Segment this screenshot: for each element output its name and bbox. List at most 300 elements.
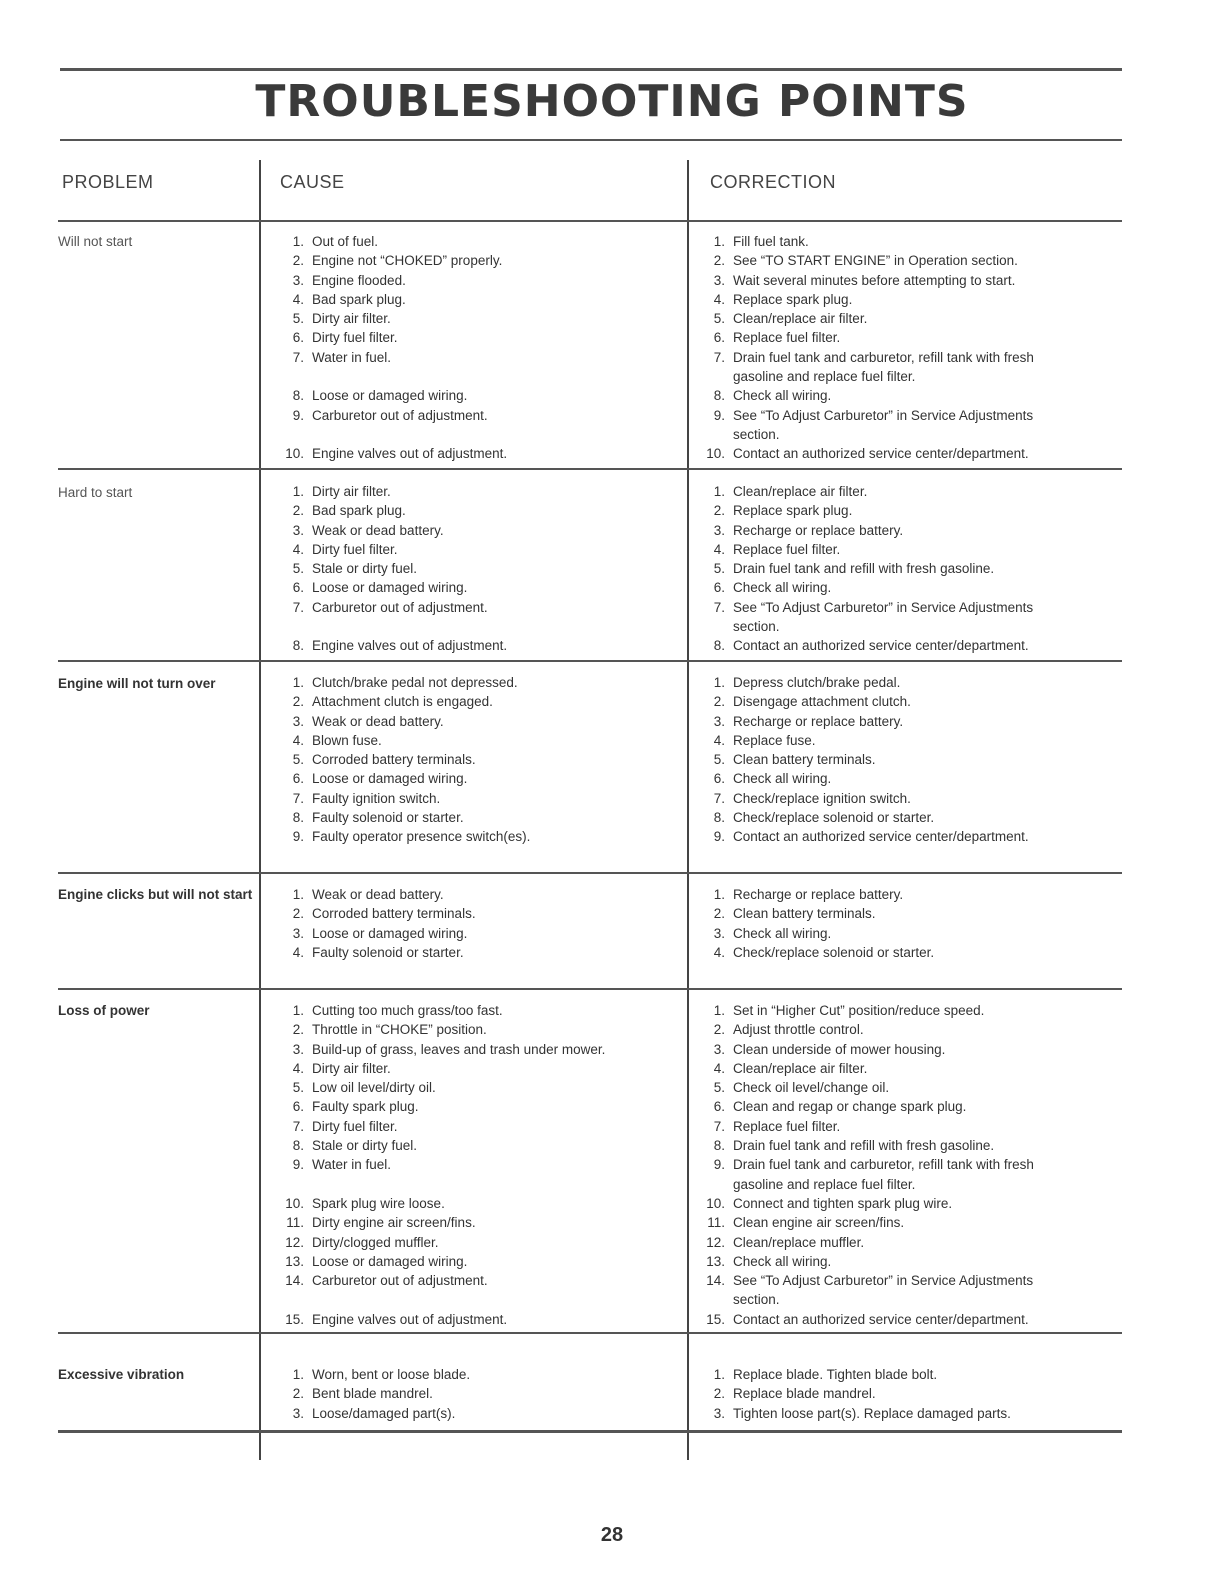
correction-list: [703, 482, 1033, 656]
list-item: [703, 540, 1033, 559]
item-number: 6.: [292, 771, 304, 787]
item-text: Check all wiring.: [733, 388, 832, 404]
list-item: [282, 251, 507, 270]
item-number: 6.: [713, 330, 725, 346]
list-item: [282, 636, 507, 655]
item-number: 4.: [292, 944, 304, 960]
list-item: [703, 1233, 1034, 1252]
list-item: [282, 789, 530, 808]
item-text: Check all wiring.: [733, 925, 832, 941]
item-number: 13.: [706, 1253, 725, 1269]
list-item: [282, 1365, 470, 1384]
item-number: 8.: [713, 638, 725, 654]
item-text: Contact an authorized service center/department.: [733, 446, 1029, 462]
item-text: Check/replace ignition switch.: [733, 790, 911, 806]
item-text: See “To Adjust Carburetor” in Service Adjustments: [733, 1273, 1034, 1289]
item-number: 15.: [706, 1311, 725, 1327]
list-item: [703, 769, 1029, 788]
list-item: [282, 425, 507, 444]
item-text: Check/replace solenoid or starter.: [733, 944, 935, 960]
list-item: [282, 731, 530, 750]
item-number: 3.: [713, 522, 725, 538]
list-item: [703, 309, 1034, 328]
item-text: Contact an authorized service center/department.: [733, 638, 1029, 654]
item-text: Loose or damaged wiring.: [312, 1253, 468, 1269]
list-item: [282, 1194, 605, 1213]
list-item: [282, 309, 507, 328]
list-item: [282, 598, 507, 617]
list-item: [282, 521, 507, 540]
list-item: [282, 406, 507, 425]
item-number: 1.: [713, 675, 725, 690]
item-number: 11.: [286, 1215, 304, 1231]
item-text: Water in fuel.: [312, 1157, 392, 1173]
item-number: 2.: [292, 906, 304, 922]
item-text: Clean/replace air filter.: [733, 484, 868, 499]
page-title: TROUBLESHOOTING POINTS: [255, 76, 969, 127]
list-item: [703, 1175, 1034, 1194]
item-number: 7.: [713, 349, 725, 365]
item-text: Connect and tighten spark plug wire.: [733, 1195, 953, 1211]
list-item: [282, 885, 476, 904]
item-text: Drain fuel tank and carburetor, refill tank with fresh: [733, 349, 1034, 365]
item-text: Recharge or replace battery.: [733, 713, 904, 729]
item-number: 3.: [713, 925, 725, 941]
item-number: 5.: [292, 752, 304, 768]
item-text: Attachment clutch is engaged.: [312, 694, 493, 710]
column-divider-left: [259, 160, 261, 1460]
item-text: See “To Adjust Carburetor” in Service Adjustments: [733, 599, 1034, 615]
item-text: Clean engine air screen/fins.: [733, 1215, 905, 1231]
problem-label: Loss of power: [58, 1003, 150, 1018]
item-text: Faulty spark plug.: [312, 1099, 419, 1115]
item-text: Clean underside of mower housing.: [733, 1041, 946, 1057]
list-item: [703, 1365, 1011, 1384]
item-number: 1.: [713, 234, 725, 249]
item-text: Wait several minutes before attempting to start.: [733, 272, 1016, 288]
correction-list: [703, 232, 1034, 464]
item-text: Dirty fuel filter.: [312, 330, 398, 346]
list-item: [703, 1001, 1034, 1020]
item-number: 8.: [713, 388, 725, 404]
list-item: [703, 598, 1033, 617]
list-item: [282, 617, 507, 636]
item-number: 3.: [292, 1041, 304, 1057]
cause-list: [282, 232, 507, 464]
list-item: [282, 1117, 605, 1136]
item-number: 1.: [292, 1003, 304, 1018]
item-number: 3.: [292, 522, 304, 538]
list-item: [703, 348, 1034, 367]
list-item: [282, 904, 476, 923]
header-correction: CORRECTION: [710, 172, 836, 192]
item-text: Replace spark plug.: [733, 291, 853, 307]
item-text: Loose/damaged part(s).: [312, 1405, 456, 1421]
cause-list: [282, 1001, 605, 1329]
item-number: 9.: [292, 829, 304, 845]
item-text: Clean/replace air filter.: [733, 1060, 868, 1076]
list-item: [703, 1384, 1011, 1403]
list-item: [703, 617, 1033, 636]
bottom-rule: [58, 1430, 1122, 1433]
item-text: Recharge or replace battery.: [733, 887, 904, 902]
list-item: [282, 673, 530, 692]
list-item: [703, 1252, 1034, 1271]
problem-label: Hard to start: [58, 485, 133, 500]
list-item: [703, 692, 1029, 711]
item-number: 9.: [713, 1157, 725, 1173]
item-number: 6.: [292, 1099, 304, 1115]
correction-list: [703, 673, 1029, 847]
item-text: section.: [733, 619, 780, 635]
item-number: 4.: [292, 541, 304, 557]
list-item: [703, 1310, 1034, 1329]
item-text: Replace fuel filter.: [733, 541, 841, 557]
list-item: [703, 1097, 1034, 1116]
item-text: Replace blade mandrel.: [733, 1386, 876, 1402]
cause-list: [282, 482, 507, 656]
list-item: [282, 692, 530, 711]
list-item: [703, 1213, 1034, 1232]
header-cause: CAUSE: [280, 172, 345, 192]
item-text: Replace fuel filter.: [733, 330, 841, 346]
item-number: 1.: [713, 1003, 725, 1018]
problem-label: Will not start: [58, 234, 133, 249]
list-item: [703, 367, 1034, 386]
list-item: [282, 808, 530, 827]
list-item: [282, 348, 507, 367]
item-text: Throttle in “CHOKE” position.: [312, 1022, 487, 1038]
title-rule: [60, 139, 1122, 141]
item-number: 8.: [292, 810, 304, 826]
item-number: 8.: [713, 1138, 725, 1154]
list-item: [282, 482, 507, 501]
item-number: 5.: [713, 1080, 725, 1096]
list-item: [282, 1155, 605, 1174]
problem-label: Excessive vibration: [58, 1367, 185, 1382]
section-rule: [58, 468, 1122, 470]
cause-list: [282, 1365, 470, 1423]
list-item: [703, 521, 1033, 540]
item-text: Carburetor out of adjustment.: [312, 1273, 488, 1289]
list-item: [282, 1310, 605, 1329]
section-rule: [58, 1332, 1122, 1334]
list-item: [703, 559, 1033, 578]
item-number: 7.: [292, 790, 304, 806]
item-text: Replace blade. Tighten blade bolt.: [733, 1367, 938, 1382]
list-item: [703, 924, 934, 943]
item-number: 12.: [285, 1234, 304, 1250]
item-text: Spark plug wire loose.: [312, 1195, 445, 1211]
item-text: Dirty fuel filter.: [312, 541, 398, 557]
list-item: [703, 1194, 1034, 1213]
item-number: 10.: [706, 1195, 725, 1211]
list-item: [703, 232, 1034, 251]
item-text: Check oil level/change oil.: [733, 1080, 890, 1096]
item-text: Loose or damaged wiring.: [312, 580, 468, 596]
list-item: [282, 1136, 605, 1155]
list-item: [703, 1059, 1034, 1078]
item-text: Dirty fuel filter.: [312, 1118, 398, 1134]
item-number: 2.: [292, 253, 304, 269]
list-item: [282, 271, 507, 290]
item-text: Faulty solenoid or starter.: [312, 944, 464, 960]
list-item: [282, 1040, 605, 1059]
item-number: 2.: [713, 694, 725, 710]
item-number: 4.: [713, 732, 725, 748]
item-text: Replace fuel filter.: [733, 1118, 841, 1134]
item-number: 6.: [713, 1099, 725, 1115]
item-text: Clean/replace muffler.: [733, 1234, 865, 1250]
item-number: 7.: [713, 1118, 725, 1134]
list-item: [282, 1384, 470, 1403]
item-text: Carburetor out of adjustment.: [312, 599, 488, 615]
list-item: [703, 1040, 1034, 1059]
item-text: Corroded battery terminals.: [312, 752, 476, 768]
item-text: Loose or damaged wiring.: [312, 925, 468, 941]
item-text: Clean/replace air filter.: [733, 311, 868, 327]
list-item: [282, 1252, 605, 1271]
item-number: 1.: [292, 1367, 304, 1382]
item-text: Blown fuse.: [312, 732, 382, 748]
item-text: Depress clutch/brake pedal.: [733, 675, 901, 690]
correction-list: [703, 1001, 1034, 1329]
item-text: Build-up of grass, leaves and trash under mower.: [312, 1041, 606, 1057]
item-number: 1.: [713, 484, 725, 499]
item-number: 5.: [292, 311, 304, 327]
list-item: [703, 1117, 1034, 1136]
list-item: [703, 789, 1029, 808]
list-item: [703, 885, 934, 904]
item-text: Fill fuel tank.: [733, 234, 809, 249]
item-text: [312, 1175, 605, 1194]
item-number: 7.: [292, 1118, 304, 1134]
header-problem: PROBLEM: [62, 172, 154, 192]
item-text: Dirty air filter.: [312, 484, 391, 499]
list-item: [703, 943, 934, 962]
item-text: Check/replace solenoid or starter.: [733, 810, 935, 826]
item-text: Replace spark plug.: [733, 503, 853, 519]
item-number: 2.: [713, 503, 725, 519]
list-item: [282, 712, 530, 731]
item-text: Engine valves out of adjustment.: [312, 1311, 508, 1327]
item-number: 7.: [292, 349, 304, 365]
list-item: [282, 1020, 605, 1039]
item-number: 9.: [292, 1157, 304, 1173]
item-text: See “TO START ENGINE” in Operation section.: [733, 253, 1018, 269]
page-number: 28: [600, 1524, 624, 1546]
list-item: [703, 386, 1034, 405]
item-text: Bent blade mandrel.: [312, 1386, 433, 1402]
item-number: 7.: [713, 790, 725, 806]
list-item: [282, 1078, 605, 1097]
list-item: [703, 750, 1029, 769]
item-number: 8.: [292, 388, 304, 404]
list-item: [703, 904, 934, 923]
top-rule: [60, 68, 1122, 71]
list-item: [282, 827, 530, 846]
list-item: [282, 540, 507, 559]
item-number: 10.: [285, 446, 304, 462]
item-number: 4.: [292, 1060, 304, 1076]
item-text: Contact an authorized service center/department.: [733, 1311, 1029, 1327]
item-text: Loose or damaged wiring.: [312, 388, 468, 404]
correction-list: [703, 1365, 1011, 1423]
item-number: 6.: [713, 580, 725, 596]
item-number: 10.: [285, 1195, 304, 1211]
item-number: 6.: [292, 580, 304, 596]
list-item: [703, 636, 1033, 655]
list-item: [282, 1059, 605, 1078]
item-text: Recharge or replace battery.: [733, 522, 904, 538]
list-item: [703, 251, 1034, 270]
item-text: Dirty air filter.: [312, 1060, 391, 1076]
item-number: 1.: [292, 484, 304, 499]
item-number: 5.: [292, 561, 304, 577]
list-item: [703, 271, 1034, 290]
item-number: 10.: [706, 446, 725, 462]
item-number: 1.: [292, 675, 304, 690]
item-text: Adjust throttle control.: [733, 1022, 864, 1038]
item-text: Engine valves out of adjustment.: [312, 638, 508, 654]
item-number: 7.: [713, 599, 725, 615]
list-item: [282, 1290, 605, 1309]
list-item: [282, 290, 507, 309]
item-text: Out of fuel.: [312, 234, 379, 249]
list-item: [282, 559, 507, 578]
list-item: [703, 290, 1034, 309]
item-number: 2.: [713, 906, 725, 922]
item-number: 1.: [713, 887, 725, 902]
item-number: 1.: [713, 1367, 725, 1382]
list-item: [703, 712, 1029, 731]
item-number: 15.: [285, 1311, 304, 1327]
item-number: 3.: [713, 1405, 725, 1421]
item-text: Dirty engine air screen/fins.: [312, 1215, 476, 1231]
item-text: Clutch/brake pedal not depressed.: [312, 675, 518, 690]
item-text: Check all wiring.: [733, 1253, 832, 1269]
list-item: [282, 1404, 470, 1423]
item-number: 5.: [713, 752, 725, 768]
item-number: 4.: [292, 732, 304, 748]
item-text: Carburetor out of adjustment.: [312, 407, 488, 423]
item-text: Corroded battery terminals.: [312, 906, 476, 922]
item-text: [312, 1290, 605, 1309]
item-text: Weak or dead battery.: [312, 522, 444, 538]
item-number: 6.: [292, 330, 304, 346]
list-item: [703, 578, 1033, 597]
item-text: Worn, bent or loose blade.: [312, 1367, 471, 1382]
item-text: Drain fuel tank and refill with fresh gasoline.: [733, 1138, 995, 1154]
item-text: Clean battery terminals.: [733, 752, 876, 768]
list-item: [703, 328, 1034, 347]
item-number: 3.: [292, 272, 304, 288]
list-item: [703, 1078, 1034, 1097]
item-number: 6.: [713, 771, 725, 787]
list-item: [282, 386, 507, 405]
item-number: 2.: [292, 1022, 304, 1038]
item-text: Bad spark plug.: [312, 503, 406, 519]
list-item: [703, 1271, 1034, 1290]
section-rule: [58, 872, 1122, 874]
item-text: Clean battery terminals.: [733, 906, 876, 922]
item-number: 5.: [713, 561, 725, 577]
item-text: Dirty air filter.: [312, 311, 391, 327]
list-item: [282, 769, 530, 788]
item-number: 3.: [713, 272, 725, 288]
item-number: 4.: [292, 291, 304, 307]
list-item: [282, 1097, 605, 1116]
cause-list: [282, 673, 530, 847]
item-text: Water in fuel.: [312, 349, 392, 365]
item-number: 13.: [285, 1253, 304, 1269]
list-item: [703, 1404, 1011, 1423]
item-text: [312, 425, 507, 444]
item-text: Faulty operator presence switch(es).: [312, 829, 531, 845]
item-text: Engine flooded.: [312, 272, 406, 288]
item-text: Check all wiring.: [733, 771, 832, 787]
item-text: Faulty ignition switch.: [312, 790, 441, 806]
item-number: 3.: [292, 1405, 304, 1421]
item-text: [312, 367, 507, 386]
list-item: [703, 425, 1034, 444]
item-number: 3.: [292, 713, 304, 729]
item-text: Loose or damaged wiring.: [312, 771, 468, 787]
column-divider-right: [687, 160, 689, 1460]
item-number: 8.: [292, 638, 304, 654]
item-text: gasoline and replace fuel filter.: [733, 369, 916, 385]
item-number: 5.: [713, 311, 725, 327]
list-item: [703, 673, 1029, 692]
list-item: [703, 827, 1029, 846]
item-text: Contact an authorized service center/department.: [733, 829, 1029, 845]
item-number: 5.: [292, 1080, 304, 1096]
item-number: 8.: [713, 810, 725, 826]
list-item: [282, 1233, 605, 1252]
list-item: [703, 731, 1029, 750]
list-item: [703, 1020, 1034, 1039]
correction-list: [703, 885, 934, 962]
item-text: Replace fuse.: [733, 732, 816, 748]
item-number: 2.: [713, 253, 725, 269]
problem-label: Engine will not turn over: [58, 676, 216, 691]
item-number: 3.: [713, 713, 725, 729]
item-number: 3.: [713, 1041, 725, 1057]
item-text: Drain fuel tank and carburetor, refill tank with fresh: [733, 1157, 1034, 1173]
item-number: 4.: [713, 291, 725, 307]
item-text: Set in “Higher Cut” position/reduce speed.: [733, 1003, 985, 1018]
item-text: Engine valves out of adjustment.: [312, 446, 508, 462]
list-item: [703, 406, 1034, 425]
list-item: [282, 1213, 605, 1232]
list-item: [282, 1271, 605, 1290]
item-text: Stale or dirty fuel.: [312, 1138, 418, 1154]
item-text: Bad spark plug.: [312, 291, 406, 307]
list-item: [282, 232, 507, 251]
list-item: [282, 501, 507, 520]
item-text: Faulty solenoid or starter.: [312, 810, 464, 826]
item-number: 2.: [292, 1386, 304, 1402]
list-item: [282, 924, 476, 943]
item-text: Clean and regap or change spark plug.: [733, 1099, 967, 1115]
list-item: [703, 482, 1033, 501]
list-item: [282, 943, 476, 962]
item-text: Drain fuel tank and refill with fresh gasoline.: [733, 561, 995, 577]
item-text: Disengage attachment clutch.: [733, 694, 911, 710]
item-number: 4.: [713, 1060, 725, 1076]
item-number: 9.: [713, 407, 725, 423]
item-number: 1.: [292, 234, 304, 249]
